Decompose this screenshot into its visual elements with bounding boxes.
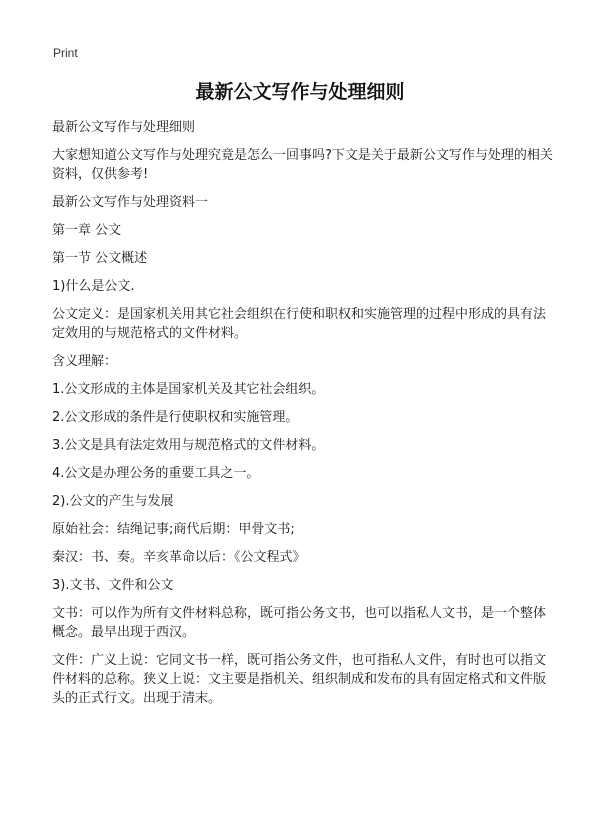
paragraph-item: 1.公文形成的主体是国家机关及其它社会组织。 — [52, 382, 325, 397]
paragraph-item: 文书：可以作为所有文件材料总称，既可指公务文书，也可以指私人文书，是一个整体概念。最早出现于西汉。 — [52, 606, 547, 640]
paragraph-section-heading: 最新公文写作与处理资料一 — [52, 195, 209, 210]
paragraph-definition: 公文定义：是国家机关用其它社会组织在行使和职权和实施管理的过程中形成的具有法定效用的与规范格式的文件材料。 — [52, 307, 547, 341]
document-title: 最新公文写作与处理细则 — [195, 81, 405, 103]
paragraph-item: 2).公文的产生与发展 — [52, 494, 174, 509]
paragraph-chapter-heading: 第一章 公文 — [52, 223, 122, 238]
print-link[interactable]: Print — [53, 46, 78, 60]
paragraph-item: 秦汉：书、奏。辛亥革命以后：《公文程式》 — [52, 550, 306, 565]
paragraph-item: 3.公文是具有法定效用与规范格式的文件材料。 — [52, 438, 325, 453]
paragraph-item: 2.公文形成的条件是行使职权和实施管理。 — [52, 410, 299, 425]
paragraph-subtitle: 最新公文写作与处理细则 — [52, 120, 196, 135]
document-body — [52, 118, 554, 717]
paragraph-item: 4.公文是办理公务的重要工具之一。 — [52, 466, 260, 481]
paragraph-intro: 大家想知道公文写作与处理究竟是怎么一回事吗?下文是关于最新公文写作与处理的相关资料，仅供参考! — [52, 148, 553, 182]
paragraph-item: 含义理解： — [52, 354, 118, 369]
paragraph-section-title: 第一节 公文概述 — [52, 251, 148, 266]
paragraph-item: 文件：广义上说：它同文书一样，既可指公务文件，也可指私人文件，有时也可以指文件材料的总称。狭义上说：文主要是指机关、组织制成和发布的具有固定格式和文件版头的正式行文。出现于清末。 — [52, 653, 547, 706]
paragraph-item: 1)什么是公文. — [52, 279, 135, 294]
paragraph-item: 原始社会：结绳记事;商代后期：甲骨文书; — [52, 522, 295, 537]
paragraph-item: 3).文书、文件和公文 — [52, 578, 174, 593]
